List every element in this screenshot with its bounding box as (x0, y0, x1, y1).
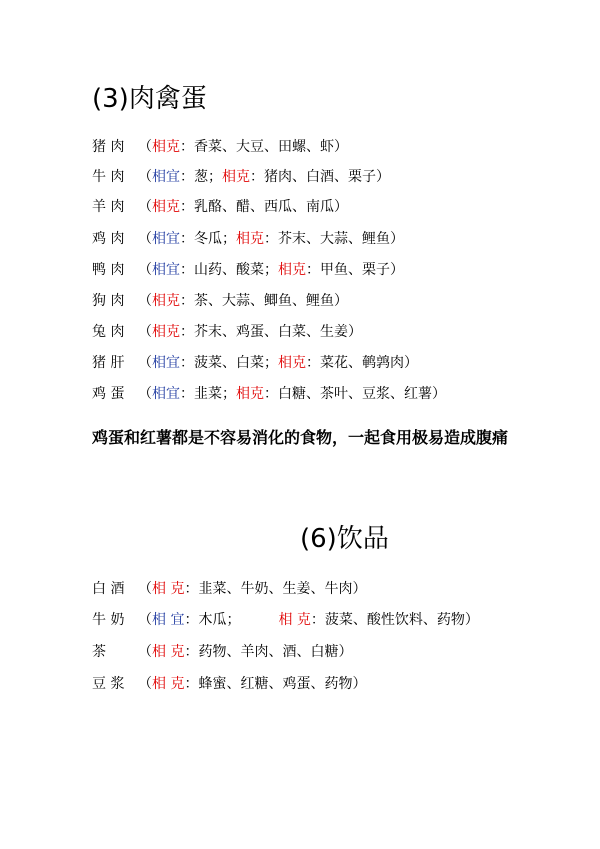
incompatible-label: 相 克 (152, 676, 185, 692)
incompatible-items: ：蜂蜜、红糖、鸡蛋、药物） (184, 676, 367, 692)
food-name: 猪 肉 (92, 139, 125, 155)
paren-open: （ (138, 262, 152, 278)
list-item (92, 292, 348, 310)
list-item (92, 580, 366, 598)
food-name: 鸡 肉 (92, 231, 125, 247)
list-item (92, 323, 362, 341)
incompatible-items: ：乳酪、醋、西瓜、南瓜） (180, 199, 348, 215)
paren-open: （ (138, 293, 152, 309)
compatible-items: ：木瓜； (184, 612, 241, 628)
compatible-label: 相宜 (152, 262, 180, 278)
incompatible-label: 相克 (278, 262, 306, 278)
incompatible-items: ：茶、大蒜、鲫鱼、鲤鱼） (180, 293, 348, 309)
list-item (92, 354, 418, 372)
incompatible-items: ：药物、羊肉、酒、白糖） (184, 644, 353, 660)
incompatible-items: ：菜花、鹌鹑肉） (306, 355, 418, 371)
paren-open: （ (138, 612, 152, 628)
incompatible-items: ：白糖、茶叶、豆浆、红薯） (264, 386, 446, 402)
food-name: 羊 肉 (92, 199, 125, 215)
food-name: 牛 肉 (92, 169, 125, 185)
incompatible-items: ：猪肉、白酒、栗子） (250, 169, 390, 185)
compatible-items: ：冬瓜； (180, 231, 236, 247)
list-item (92, 261, 404, 279)
food-name: 兔 肉 (92, 324, 125, 340)
incompatible-items: ：韭菜、牛奶、生姜、牛肉） (184, 581, 367, 597)
food-name: 猪 肝 (92, 355, 125, 371)
paren-open: （ (138, 139, 152, 155)
paren-open: （ (138, 386, 152, 402)
compatible-items: ：山药、酸菜； (180, 262, 278, 278)
paren-open: （ (138, 324, 152, 340)
incompatible-label: 相克 (236, 231, 264, 247)
incompatible-label: 相克 (222, 169, 250, 185)
paren-open: （ (138, 581, 152, 597)
note-text: 鸡蛋和红薯都是不容易消化的食物，一起食用极易造成腹痛 (92, 428, 509, 447)
paren-open: （ (138, 169, 152, 185)
incompatible-items: ：芥末、大蒜、鲤鱼） (264, 231, 404, 247)
compatible-label: 相宜 (152, 169, 180, 185)
incompatible-label: 相 克 (152, 581, 185, 597)
incompatible-label: 相克 (152, 293, 180, 309)
incompatible-label: 相克 (236, 386, 264, 402)
paren-open: （ (138, 355, 152, 371)
compatible-items: ：韭菜； (180, 386, 236, 402)
paren-open: （ (138, 644, 152, 660)
incompatible-items: ：菠菜、酸性饮料、药物） (310, 612, 479, 628)
incompatible-label: 相 克 (152, 644, 185, 660)
food-name: 茶 (92, 644, 106, 660)
food-name: 牛 奶 (92, 612, 125, 628)
list-item (92, 643, 352, 661)
food-name: 鸭 肉 (92, 262, 125, 278)
list-item (92, 611, 479, 629)
compatible-items: ：葱； (180, 169, 222, 185)
compatible-label: 相宜 (152, 355, 180, 371)
incompatible-label: 相克 (278, 355, 306, 371)
incompatible-label: 相 克 (278, 612, 311, 628)
section-title-meat-poultry-egg: (3)肉禽蛋 (92, 84, 207, 114)
paren-open: （ (138, 676, 152, 692)
section-title-drinks: (6)饮品 (300, 524, 389, 554)
food-name: 狗 肉 (92, 293, 125, 309)
paren-open: （ (138, 199, 152, 215)
incompatible-items: ：芥末、鸡蛋、白菜、生姜） (180, 324, 362, 340)
list-item (92, 168, 390, 186)
incompatible-items: ：香菜、大豆、田螺、虾） (180, 139, 348, 155)
compatible-items: ：菠菜、白菜； (180, 355, 278, 371)
incompatible-items: ：甲鱼、栗子） (306, 262, 404, 278)
list-item (92, 385, 446, 403)
compatible-label: 相宜 (152, 386, 180, 402)
compatible-label: 相 宜 (152, 612, 185, 628)
paren-open: （ (138, 231, 152, 247)
food-name: 白 酒 (92, 581, 125, 597)
incompatible-label: 相克 (152, 139, 180, 155)
food-name: 豆 浆 (92, 676, 125, 692)
incompatible-label: 相克 (152, 324, 180, 340)
list-item (92, 198, 348, 216)
list-item (92, 230, 404, 248)
list-item (92, 675, 366, 693)
list-item (92, 138, 348, 156)
compatible-label: 相宜 (152, 231, 180, 247)
food-name: 鸡 蛋 (92, 386, 125, 402)
incompatible-label: 相克 (152, 199, 180, 215)
